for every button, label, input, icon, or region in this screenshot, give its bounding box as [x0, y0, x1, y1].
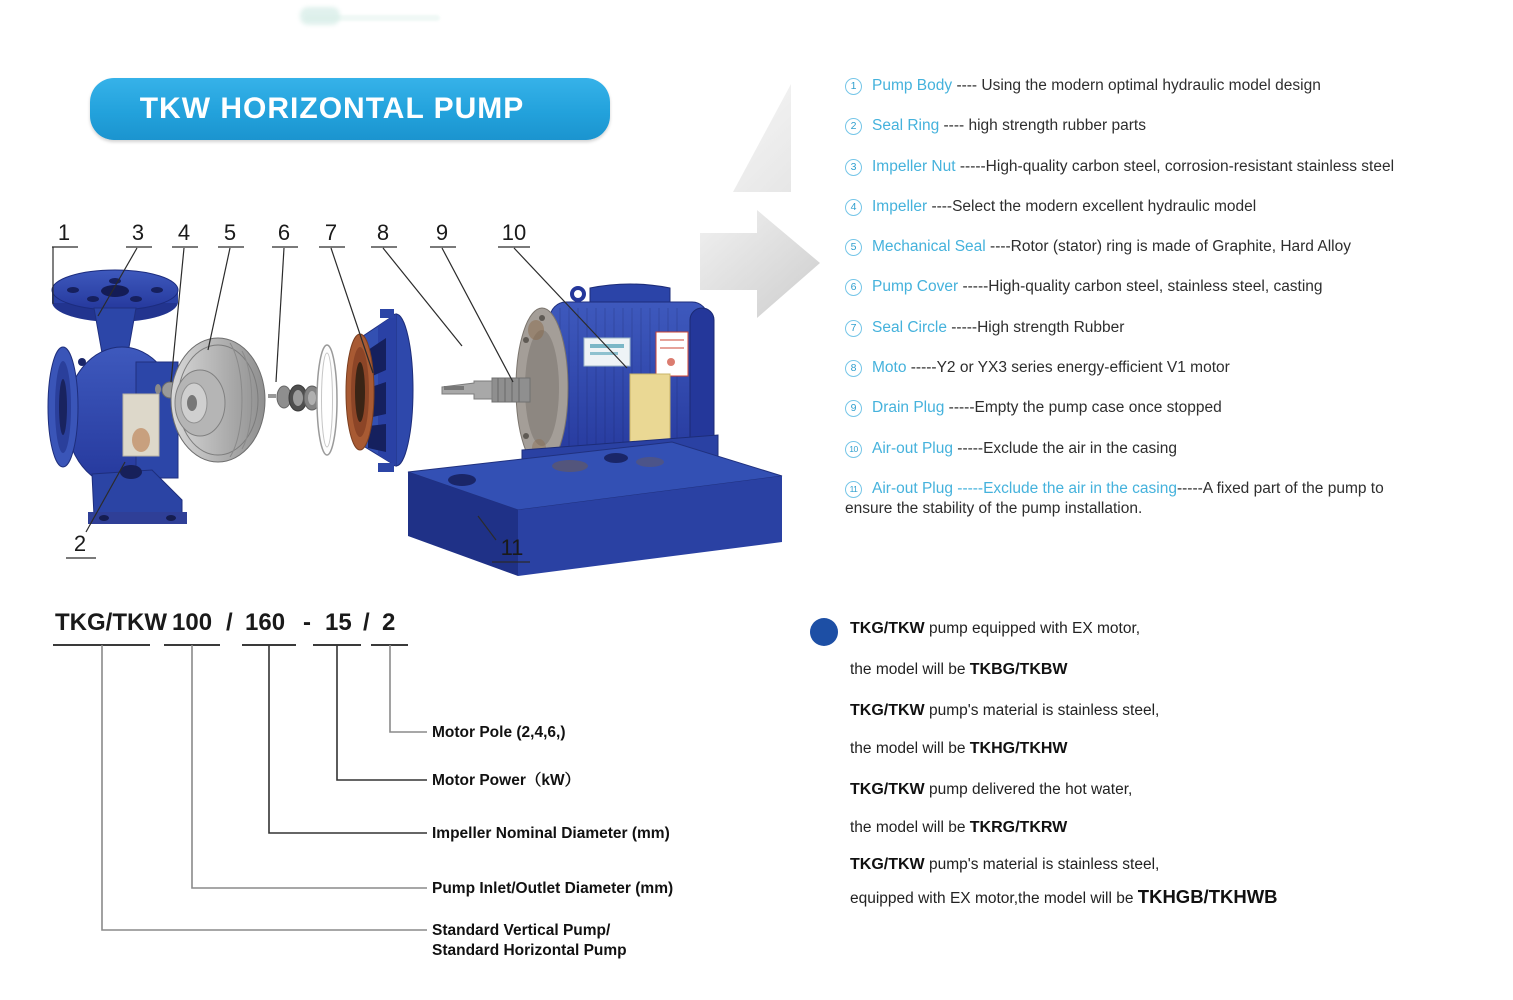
parts-list-item — [845, 157, 1503, 197]
note-model: TKBG/TKBW — [969, 661, 1068, 678]
motor-nameplate — [630, 374, 670, 442]
note-line — [850, 740, 1068, 758]
label-motor-pole: Motor Pole (2,4,6,) — [432, 724, 566, 741]
part-number-badge: 5 — [845, 239, 862, 256]
callout-4: 4 — [177, 220, 191, 245]
title-banner — [90, 78, 610, 140]
part-number-badge: 3 — [845, 159, 862, 176]
part-number-badge: 10 — [845, 441, 862, 458]
note-text: pump's material is stainless steel, — [924, 702, 1160, 719]
part-number-badge: 7 — [845, 320, 862, 337]
seal-circle-illustration — [317, 345, 337, 455]
note-text: the model will be — [850, 740, 970, 757]
model-code-breakdown — [45, 595, 745, 985]
model-seg-impeller: 160 — [245, 609, 286, 636]
parts-list-item — [845, 398, 1503, 438]
part-number-badge: 2 — [845, 118, 862, 135]
note-model: TKHG/TKHW — [969, 740, 1068, 757]
callout-9: 9 — [435, 220, 449, 245]
part-number-badge: 1 — [845, 78, 862, 95]
model-seg-dash: - — [303, 609, 311, 636]
part-name: Drain Plug — [872, 399, 945, 417]
part-name: Impeller Nut — [872, 157, 956, 175]
label-series-line2: Standard Horizontal Pump — [432, 942, 627, 959]
page-title: TKW HORIZONTAL PUMP — [139, 92, 525, 125]
note-bold: TKG/TKW — [850, 781, 925, 798]
note-text: pump delivered the hot water, — [924, 781, 1133, 798]
parts-list-item — [845, 116, 1503, 156]
callout-5: 5 — [223, 220, 237, 245]
exploded-pump-diagram — [30, 210, 790, 582]
note-line — [850, 661, 1068, 679]
transition-arrow — [695, 198, 825, 326]
note-bold: TKG/TKW — [850, 856, 925, 873]
part-description: ----Select the modern excellent hydraulic model — [927, 197, 1257, 215]
part-description: ---- high strength rubber parts — [939, 117, 1146, 135]
note-line — [850, 886, 1278, 908]
callout-10: 10 — [501, 220, 527, 245]
model-seg-inlet: 100 — [172, 609, 213, 636]
parts-list — [845, 76, 1503, 519]
parts-list-item — [845, 479, 1503, 519]
note-line — [850, 781, 1132, 799]
model-code-connectors — [102, 645, 427, 930]
parts-list-item — [845, 76, 1503, 116]
note-bold: TKG/TKW — [850, 702, 925, 719]
part-name: Air-out Plug — [872, 439, 953, 457]
callout-8: 8 — [376, 220, 390, 245]
parts-list-item — [845, 197, 1503, 237]
part-number-badge: 11 — [845, 481, 862, 498]
callout-6: 6 — [277, 220, 291, 245]
part-name: Mechanical Seal — [872, 238, 986, 256]
part-name: Seal Ring — [872, 117, 940, 135]
parts-list-item — [845, 439, 1503, 479]
note-line — [850, 819, 1067, 837]
model-seg-slash1: / — [226, 609, 233, 636]
part-number-badge: 9 — [845, 400, 862, 417]
part-name: Seal Circle — [872, 318, 947, 336]
part-description: -----A fixed part of the pump to — [1176, 479, 1384, 497]
part-number-badge: 6 — [845, 279, 862, 296]
callout-1: 1 — [57, 220, 71, 245]
note-text: pump equipped with EX motor, — [924, 620, 1141, 637]
part-description-line2: ensure the stability of the pump installation. — [845, 499, 1143, 517]
parts-list-item — [845, 318, 1503, 358]
model-code-string — [55, 609, 395, 636]
arrow-shape — [700, 210, 820, 318]
base-illustration — [408, 435, 782, 576]
scan-smudge-streak — [305, 15, 440, 21]
note-text: the model will be — [850, 819, 970, 836]
part-description: -----High-quality carbon steel, corrosion-resistant stainless steel — [955, 157, 1395, 175]
part-number-badge: 8 — [845, 360, 862, 377]
note-model: TKRG/TKRW — [969, 819, 1068, 836]
part-name: Impeller — [872, 197, 928, 215]
label-motor-power: Motor Power（kW） — [432, 772, 581, 789]
part-name-extra: -----Exclude the air in the casing — [952, 479, 1177, 497]
label-impeller-diameter: Impeller Nominal Diameter (mm) — [432, 825, 670, 842]
model-seg-slash2: / — [363, 609, 370, 636]
part-description: -----Y2 or YX3 series energy-efficient V1 motor — [906, 359, 1230, 377]
model-seg-pole: 2 — [382, 609, 396, 636]
note-model: TKHGB/TKHWB — [1137, 886, 1278, 907]
part-name: Air-out Plug — [872, 479, 953, 497]
label-series-line1: Standard Vertical Pump/ — [432, 922, 611, 939]
callout-2: 2 — [73, 531, 87, 556]
note-text: pump's material is stainless steel, — [924, 856, 1160, 873]
part-name: Moto — [872, 359, 907, 377]
part-description: -----Empty the pump case once stopped — [944, 399, 1222, 417]
part-description: -----High-quality carbon steel, stainless steel, casting — [958, 278, 1323, 296]
note-line — [850, 856, 1159, 874]
label-inlet-diameter: Pump Inlet/Outlet Diameter (mm) — [432, 880, 674, 897]
parts-list-item — [845, 237, 1503, 277]
callout-7: 7 — [324, 220, 338, 245]
part-description: ----Rotor (stator) ring is made of Graphite, Hard Alloy — [985, 238, 1351, 256]
note-line — [850, 620, 1140, 638]
model-seg-power: 15 — [325, 609, 352, 636]
lifting-eye — [572, 288, 584, 300]
callout-3: 3 — [131, 220, 145, 245]
model-code-labels — [432, 724, 673, 959]
parts-list-item — [845, 358, 1503, 398]
note-text: equipped with EX motor,the model will be — [850, 890, 1138, 907]
part-description: -----High strength Rubber — [946, 318, 1125, 336]
pump-cover-illustration — [346, 309, 413, 472]
part-name: Pump Body — [872, 77, 953, 94]
watermark-wedge — [733, 84, 791, 192]
callout-11: 11 — [500, 535, 524, 560]
motor-sticker-red — [656, 332, 688, 376]
part-number-badge: 4 — [845, 199, 862, 216]
bullet-dot — [810, 618, 838, 646]
model-seg-series: TKG/TKW — [55, 609, 167, 636]
note-bold: TKG/TKW — [850, 620, 925, 637]
part-description: -----Exclude the air in the casing — [952, 439, 1177, 457]
note-text: the model will be — [850, 661, 970, 678]
part-name: Pump Cover — [872, 278, 959, 296]
part-description: ---- Using the modern optimal hydraulic model design — [952, 77, 1321, 94]
parts-list-item — [845, 277, 1503, 317]
note-line — [850, 702, 1159, 720]
